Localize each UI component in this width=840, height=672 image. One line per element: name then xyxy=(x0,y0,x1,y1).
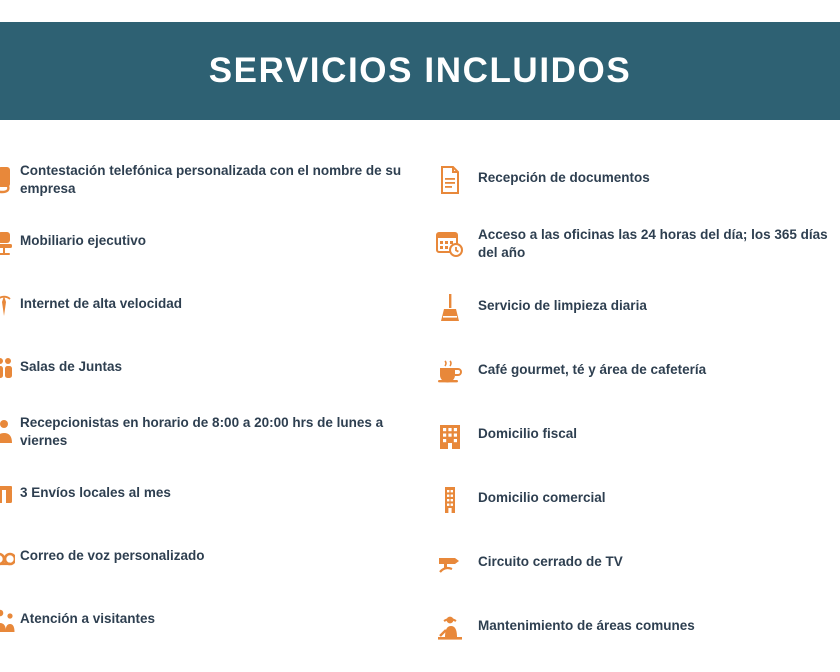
list-item-label: Correo de voz personalizado xyxy=(20,548,205,563)
list-item-label: Domicilio comercial xyxy=(478,490,606,505)
list-item xyxy=(428,352,840,392)
tower-building-icon xyxy=(428,480,472,520)
list-item-label: Circuito cerrado de TV xyxy=(478,554,623,569)
security-camera-icon xyxy=(428,544,472,584)
wifi-signal-icon xyxy=(0,286,16,326)
list-item xyxy=(428,416,840,456)
voicemail-icon xyxy=(0,538,16,578)
list-item xyxy=(428,160,840,200)
list-item xyxy=(428,288,840,328)
list-item xyxy=(428,480,840,520)
list-item xyxy=(0,538,420,578)
list-item-label: Internet de alta velocidad xyxy=(20,296,183,311)
list-item-label: Recepción de documentos xyxy=(478,170,650,185)
services-columns xyxy=(0,160,840,672)
list-item xyxy=(428,608,840,648)
list-item xyxy=(0,475,420,515)
list-item xyxy=(0,223,420,263)
list-item xyxy=(0,412,420,452)
list-item-label: Mantenimiento de áreas comunes xyxy=(478,618,695,633)
visitor-attention-icon xyxy=(0,601,16,641)
list-item-label: Domicilio fiscal xyxy=(478,426,578,441)
document-icon xyxy=(428,160,472,200)
list-item-label: Salas de Juntas xyxy=(20,359,123,374)
list-item-label: Recepcionistas en horario de 8:00 a 20:00 hrs de lunes a viernes xyxy=(20,415,384,449)
office-chair-icon xyxy=(0,223,16,263)
delivery-box-icon xyxy=(0,475,16,515)
services-column-left xyxy=(0,160,420,672)
list-item-label: 3 Envíos locales al mes xyxy=(20,485,171,500)
list-item xyxy=(0,160,420,200)
maintenance-worker-icon xyxy=(428,608,472,648)
calendar-clock-icon xyxy=(428,224,472,264)
list-item-label: Mobiliario ejecutivo xyxy=(20,233,147,248)
list-item-label: Atención a visitantes xyxy=(20,611,156,626)
list-item xyxy=(0,349,420,389)
receptionist-icon xyxy=(0,412,16,452)
list-item xyxy=(0,286,420,326)
list-item xyxy=(0,601,420,641)
list-item-label: Contestación telefónica personalizada con el nombre de su empresa xyxy=(20,163,402,197)
phone-icon xyxy=(0,160,16,200)
list-item-label: Servicio de limpieza diaria xyxy=(478,298,647,313)
list-item-label: Acceso a las oficinas las 24 horas del día; los 365 días del año xyxy=(478,227,828,261)
list-item xyxy=(428,224,840,264)
broom-icon xyxy=(428,288,472,328)
services-column-right xyxy=(420,160,840,672)
list-item-label: Café gourmet, té y área de cafetería xyxy=(478,362,707,377)
coffee-cup-icon xyxy=(428,352,472,392)
meeting-room-icon xyxy=(0,349,16,389)
page-title: SERVICIOS INCLUIDOS xyxy=(208,51,632,90)
building-icon xyxy=(428,416,472,456)
list-item xyxy=(428,544,840,584)
header-band xyxy=(0,22,840,120)
